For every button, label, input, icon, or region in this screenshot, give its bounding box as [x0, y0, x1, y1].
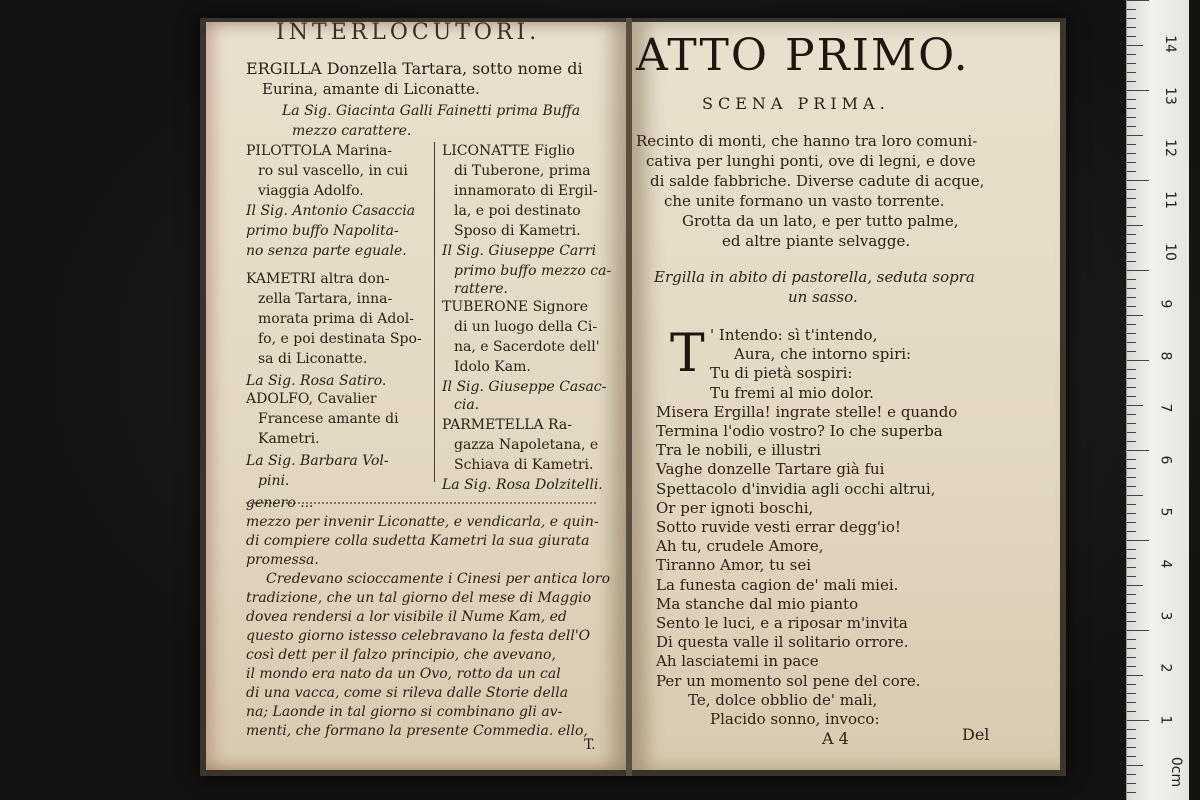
- ruler-tick: [1127, 0, 1149, 1]
- ruler-tick: [1127, 531, 1136, 532]
- cast-line: La Sig. Barbara Vol-: [246, 453, 389, 469]
- ruler-tick: [1127, 450, 1149, 451]
- ruler-tick: [1127, 549, 1136, 550]
- ruler-number: 1: [1157, 715, 1174, 725]
- ergilla-line-1: ERGILLA Donzella Tartara, sotto nome di: [246, 59, 583, 78]
- verse-line: ' Intendo: sì t'intendo,: [710, 326, 878, 344]
- ruler-tick: [1127, 90, 1149, 91]
- setting-line: cativa per lunghi ponti, ove di legni, e dove: [646, 152, 976, 170]
- cast-line: La Sig. Rosa Satiro.: [246, 373, 387, 389]
- cast-line: morata prima di Adol-: [258, 311, 414, 327]
- cast-line: ADOLFO, Cavalier: [246, 391, 377, 407]
- ruler-tick: [1127, 792, 1136, 793]
- argument-line: di compiere colla sudetta Kametri la sua giurata: [246, 533, 590, 549]
- argument-line: Credevano scioccamente i Cinesi per antica loro: [266, 571, 611, 587]
- argument-line: di una vacca, come si rileva dalle Storie della: [246, 685, 569, 701]
- right-page: [632, 22, 1060, 770]
- verse-line: Ma stanche dal mio pianto: [656, 594, 859, 613]
- ruler-tick: [1127, 486, 1136, 487]
- cast-line: LICONATTE Figlio: [442, 143, 575, 159]
- cast-line: Schiava di Kametri.: [454, 457, 594, 473]
- ruler-tick: [1127, 567, 1136, 568]
- ruler-number: 0cm: [1168, 756, 1185, 788]
- ruler-tick: [1127, 117, 1136, 118]
- ruler-tick: [1127, 54, 1136, 55]
- verse-line: Tu fremi al mio dolor.: [710, 383, 874, 402]
- cast-line: KAMETRI altra don-: [246, 271, 390, 287]
- ruler-tick: [1127, 72, 1136, 73]
- ruler-tick: [1127, 513, 1136, 514]
- setting-line: di salde fabbriche. Diverse cadute di acque,: [650, 172, 985, 190]
- ruler-tick: [1127, 27, 1136, 28]
- verse-line: Misera Ergilla! ingrate stelle! e quando: [656, 402, 958, 421]
- ruler-tick: [1127, 414, 1136, 415]
- ruler-tick: [1127, 36, 1136, 37]
- cast-line: no senza parte eguale.: [246, 243, 407, 259]
- ruler-tick: [1127, 576, 1136, 577]
- cast-line: Sposo di Kametri.: [454, 223, 581, 239]
- ruler-tick: [1127, 216, 1136, 217]
- ruler-tick: [1127, 252, 1136, 253]
- ergilla-line-4: mezzo carattere.: [292, 123, 412, 139]
- direction-line: Ergilla in abito di pastorella, seduta sopra: [654, 268, 975, 286]
- ruler-number: 14: [1161, 35, 1178, 53]
- verse-line: Tra le nobili, e illustri: [656, 441, 821, 460]
- verse-line: Di questa valle il solitario orrore.: [656, 633, 909, 652]
- cast-line: Il Sig. Giuseppe Carri: [442, 243, 597, 259]
- verse-line: Ah tu, crudele Amore,: [656, 537, 824, 556]
- measuring-ruler: [1126, 0, 1189, 800]
- ruler-tick: [1127, 702, 1136, 703]
- ruler-tick: [1127, 495, 1143, 496]
- argument-line: tradizione, che un tal giorno del mese di Maggio: [246, 590, 592, 606]
- ruler-tick: [1127, 459, 1136, 460]
- right-catchword: Del: [962, 725, 990, 744]
- ruler-tick: [1127, 747, 1136, 748]
- ruler-tick: [1127, 306, 1136, 307]
- cast-line: sa di Liconatte.: [258, 351, 368, 367]
- ruler-tick: [1127, 522, 1136, 523]
- ruler-tick: [1127, 441, 1136, 442]
- direction-line: un sasso.: [788, 288, 858, 306]
- argument-line: na; Laonde in tal giorno si combinano gli av-: [246, 704, 563, 720]
- cast-line: cia.: [454, 397, 480, 413]
- cast-line: rattere.: [454, 281, 509, 297]
- ruler-tick: [1127, 477, 1136, 478]
- ruler-number: 12: [1161, 139, 1178, 157]
- ruler-tick: [1127, 351, 1136, 352]
- ruler-tick: [1127, 234, 1136, 235]
- drop-cap: T: [670, 324, 705, 384]
- verse-line: Spettacolo d'invidia agli occhi altrui,: [656, 479, 936, 498]
- ruler-tick: [1127, 621, 1136, 622]
- ruler-tick: [1127, 270, 1149, 271]
- ruler-tick: [1127, 783, 1136, 784]
- ruler-tick: [1127, 711, 1136, 712]
- ruler-tick: [1127, 630, 1149, 631]
- ruler-tick: [1127, 657, 1136, 658]
- ruler-number: 5: [1157, 507, 1174, 517]
- ruler-tick: [1127, 45, 1143, 46]
- argument-line: dovea rendersi a lor visibile il Nume Kam, ed: [246, 609, 567, 625]
- setting-line: ed altre piante selvagge.: [722, 232, 911, 250]
- ruler-number: 2: [1157, 663, 1174, 673]
- cast-line: La Sig. Rosa Dolzitelli.: [442, 477, 603, 493]
- ruler-tick: [1127, 639, 1136, 640]
- argument-line: così dett per il falzo principio, che avevano,: [246, 647, 556, 663]
- cast-line: pini.: [258, 473, 290, 489]
- ruler-tick: [1127, 189, 1136, 190]
- cast-line: Francese amante di: [258, 411, 399, 427]
- ruler-tick: [1127, 9, 1136, 10]
- cast-line: PARMETELLA Ra-: [442, 417, 572, 433]
- act-title: ATTO PRIMO.: [636, 30, 970, 81]
- cast-line: Il Sig. Antonio Casaccia: [246, 203, 416, 219]
- ruler-tick: [1127, 369, 1136, 370]
- ruler-tick: [1127, 171, 1136, 172]
- argument-line: promessa.: [246, 552, 319, 568]
- verse-line: Vaghe donzelle Tartare già fui: [656, 460, 885, 479]
- cast-line: di un luogo della Ci-: [454, 319, 598, 335]
- ruler-tick: [1127, 18, 1136, 19]
- cast-line: zella Tartara, inna-: [258, 291, 393, 307]
- scene-title: SCENA PRIMA.: [702, 94, 890, 113]
- verse-line: Or per ignoti boschi,: [656, 498, 814, 517]
- verse-line: Aura, che intorno spiri:: [734, 345, 912, 364]
- ruler-tick: [1127, 261, 1136, 262]
- cast-line: di Tuberone, prima: [454, 163, 591, 179]
- ruler-tick: [1127, 279, 1136, 280]
- ruler-number: 11: [1161, 191, 1178, 209]
- cast-line: Kametri.: [258, 431, 320, 447]
- ruler-tick: [1127, 684, 1136, 685]
- ruler-tick: [1127, 162, 1136, 163]
- ruler-number: 10: [1161, 243, 1178, 261]
- ruler-number: 7: [1157, 403, 1174, 413]
- ruler-number: 8: [1157, 351, 1174, 361]
- ruler-tick: [1127, 720, 1149, 721]
- ruler-tick: [1127, 198, 1136, 199]
- verse-line: Sotto ruvide vesti errar degg'io!: [656, 518, 901, 536]
- ruler-tick: [1127, 99, 1136, 100]
- ruler-tick: [1127, 342, 1136, 343]
- ruler-number: 4: [1157, 559, 1174, 569]
- setting-line: Recinto di monti, che hanno tra loro comuni-: [636, 132, 978, 150]
- argument-line: il mondo era nato da un Ovo, rotto da un cal: [246, 666, 561, 682]
- ruler-tick: [1127, 738, 1136, 739]
- cast-line: na, e Sacerdote dell': [454, 339, 600, 355]
- ruler-tick: [1127, 135, 1143, 136]
- cast-line: Il Sig. Giuseppe Casac-: [442, 379, 607, 395]
- argument-line: menti, che formano la presente Commedia. ello,: [246, 723, 588, 739]
- ruler-tick: [1127, 603, 1136, 604]
- verse-line: Sento le luci, e a riposar m'invita: [656, 614, 908, 632]
- setting-line: che unite formano un vasto torrente.: [664, 192, 945, 210]
- ruler-tick: [1127, 333, 1136, 334]
- cast-line: fo, e poi destinata Spo-: [258, 331, 422, 347]
- ruler-tick: [1127, 297, 1136, 298]
- verse-line: Per un momento sol pene del core.: [656, 671, 921, 690]
- ruler-tick: [1127, 774, 1136, 775]
- argument-line: genero ...: [246, 495, 314, 511]
- ruler-tick: [1127, 144, 1136, 145]
- ruler-tick: [1127, 126, 1136, 127]
- ruler-number: 3: [1157, 611, 1174, 621]
- ruler-tick: [1127, 81, 1136, 82]
- cast-line: PILOTTOLA Marina-: [246, 143, 392, 159]
- ruler-tick: [1127, 675, 1143, 676]
- ruler-tick: [1127, 594, 1136, 595]
- ruler-tick: [1127, 693, 1136, 694]
- ruler-tick: [1127, 468, 1136, 469]
- ergilla-line-2: Eurina, amante di Liconatte.: [262, 80, 480, 98]
- verse-line: Termina l'odio vostro? Io che superba: [656, 422, 943, 440]
- setting-line: Grotta da un lato, e per tutto palme,: [682, 212, 959, 230]
- column-divider: [434, 142, 435, 482]
- ruler-tick: [1127, 324, 1136, 325]
- ruler-tick: [1127, 558, 1136, 559]
- ruler-tick: [1127, 648, 1136, 649]
- ruler-tick: [1127, 225, 1143, 226]
- ruler-tick: [1127, 504, 1136, 505]
- ruler-tick: [1127, 63, 1136, 64]
- cast-line: innamorato di Ergil-: [454, 183, 598, 199]
- ruler-tick: [1127, 387, 1136, 388]
- signature-mark: A 4: [822, 729, 849, 748]
- cast-line: Idolo Kam.: [454, 359, 531, 375]
- verse-line: La funesta cagion de' mali miei.: [656, 575, 899, 594]
- cast-line: TUBERONE Signore: [442, 299, 589, 315]
- ruler-number: 13: [1161, 87, 1178, 105]
- argument-line: mezzo per invenir Liconatte, e vendicarla, e quin-: [246, 514, 599, 530]
- ruler-tick: [1127, 396, 1136, 397]
- cast-line: ro sul vascello, in cui: [258, 163, 408, 179]
- left-catchword: T.: [584, 737, 596, 753]
- ergilla-line-3: La Sig. Giacinta Galli Fainetti prima Buffa: [282, 103, 581, 119]
- ruler-tick: [1127, 540, 1149, 541]
- ruler-tick: [1127, 405, 1143, 406]
- ruler-tick: [1127, 585, 1143, 586]
- cast-line: primo buffo mezzo ca-: [454, 263, 612, 279]
- verse-line: Tu di pietà sospiri:: [710, 364, 853, 383]
- cast-line: primo buffo Napolita-: [246, 223, 399, 239]
- ruler-tick: [1127, 666, 1136, 667]
- verse-line: Te, dolce obblio de' mali,: [688, 690, 878, 709]
- ruler-tick: [1127, 360, 1149, 361]
- open-book: [200, 18, 1066, 776]
- verse-line: Ah lasciatemi in pace: [656, 652, 819, 671]
- ruler-number: 6: [1157, 455, 1174, 465]
- cast-line: viaggia Adolfo.: [258, 183, 364, 199]
- argument-line: questo giorno istesso celebravano la festa dell'O: [246, 628, 591, 644]
- ruler-tick: [1127, 612, 1136, 613]
- ruler-tick: [1127, 108, 1136, 109]
- ruler-tick: [1127, 153, 1136, 154]
- ruler-tick: [1127, 756, 1136, 757]
- ruler-tick: [1127, 765, 1143, 766]
- left-page: [206, 22, 626, 770]
- cast-line: la, e poi destinato: [454, 203, 581, 219]
- cast-line: gazza Napoletana, e: [454, 437, 599, 453]
- ruler-tick: [1127, 378, 1136, 379]
- verse-line: Placido sonno, invoco:: [710, 710, 880, 728]
- page-header: INTERLOCUTORI.: [276, 22, 541, 45]
- ruler-tick: [1127, 243, 1136, 244]
- ruler-tick: [1127, 288, 1136, 289]
- verse-line: Tiranno Amor, tu sei: [656, 556, 812, 575]
- ruler-tick: [1127, 729, 1136, 730]
- ruler-tick: [1127, 180, 1149, 181]
- ruler-tick: [1127, 207, 1136, 208]
- ruler-tick: [1127, 315, 1143, 316]
- ruler-number: 9: [1157, 299, 1174, 309]
- ruler-tick: [1127, 432, 1136, 433]
- ruler-tick: [1127, 423, 1136, 424]
